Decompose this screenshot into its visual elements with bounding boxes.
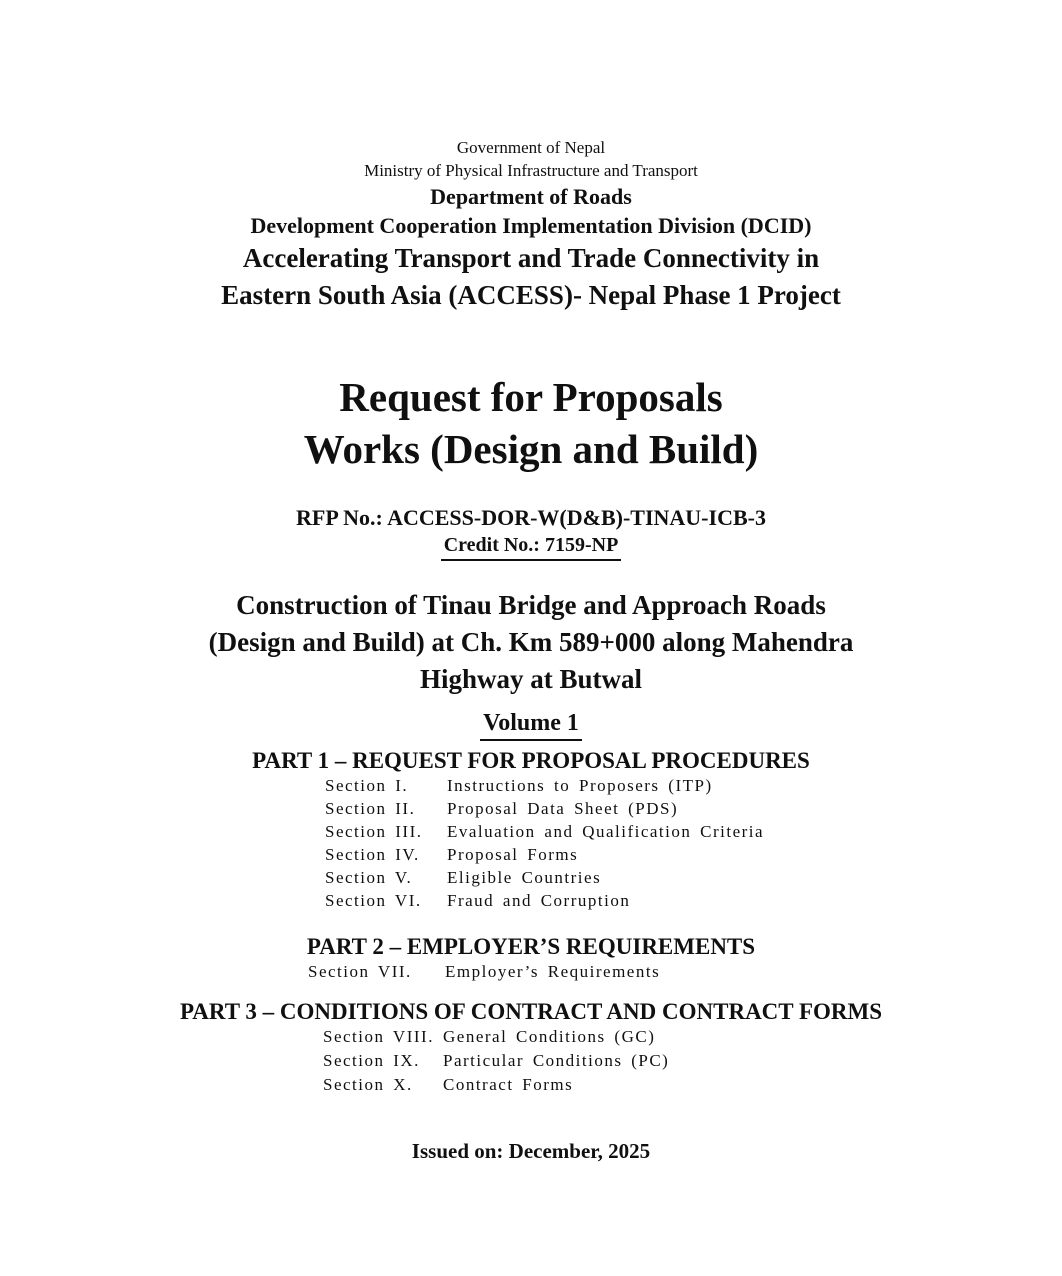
section-title: General Conditions (GC) — [443, 1027, 656, 1046]
section-row — [325, 889, 1062, 912]
section-title: Fraud and Corruption — [447, 891, 631, 910]
section-row — [323, 1049, 1062, 1073]
section-title: Proposal Forms — [447, 845, 579, 864]
section-row — [325, 866, 1062, 889]
organization-block — [0, 136, 1062, 314]
credit-number-line — [0, 533, 1062, 561]
volume-label: Volume 1 — [480, 709, 582, 741]
contract-title-line-1: Construction of Tinau Bridge and Approach Roads — [236, 590, 826, 620]
section-label: Section IX. — [323, 1051, 420, 1070]
volume-label-line — [0, 709, 1062, 741]
part-3-heading: PART 3 – CONDITIONS OF CONTRACT AND CONTRACT FORMS — [179, 999, 883, 1024]
department-line: Department of Roads — [430, 184, 632, 209]
section-row — [323, 1073, 1062, 1097]
section-title: Instructions to Proposers (ITP) — [447, 776, 713, 795]
section-row — [325, 797, 1062, 820]
part-2-sections — [308, 960, 1062, 983]
part-3 — [0, 999, 1062, 1097]
document-title — [0, 371, 1062, 475]
contract-title-line-3: Highway at Butwal — [419, 664, 643, 694]
section-label: Section II. — [325, 799, 416, 818]
division-line: Development Cooperation Implementation Division (DCID) — [250, 213, 812, 238]
section-row — [325, 843, 1062, 866]
section-title: Eligible Countries — [447, 868, 602, 887]
section-title: Proposal Data Sheet (PDS) — [447, 799, 679, 818]
section-label: Section VII. — [308, 962, 412, 981]
part-1-sections — [325, 774, 1062, 912]
issued-date: Issued on: December, 2025 — [411, 1139, 651, 1163]
project-name-line-1: Accelerating Transport and Trade Connectivity in — [242, 243, 820, 273]
section-row — [323, 1025, 1062, 1049]
section-row — [325, 820, 1062, 843]
section-row — [308, 960, 1062, 983]
section-label: Section X. — [323, 1075, 413, 1094]
section-label: Section IV. — [325, 845, 420, 864]
ministry-line: Ministry of Physical Infrastructure and Transport — [364, 161, 698, 180]
rfp-number: RFP No.: ACCESS-DOR-W(D&B)-TINAU-ICB-3 — [296, 505, 766, 530]
part-1 — [0, 748, 1062, 912]
project-name — [0, 240, 1062, 314]
section-label: Section VIII. — [323, 1027, 434, 1046]
government-line: Government of Nepal — [456, 138, 606, 157]
contract-title-line-2: (Design and Build) at Ch. Km 589+000 along Mahendra — [208, 627, 854, 657]
section-label: Section I. — [325, 776, 409, 795]
section-title: Employer’s Requirements — [445, 962, 661, 981]
contract-title — [0, 587, 1062, 698]
part-3-sections — [323, 1025, 1062, 1097]
part-2 — [0, 934, 1062, 983]
section-label: Section V. — [325, 868, 413, 887]
section-title: Evaluation and Qualification Criteria — [447, 822, 765, 841]
part-2-heading: PART 2 – EMPLOYER’S REQUIREMENTS — [306, 934, 756, 959]
project-name-line-2: Eastern South Asia (ACCESS)- Nepal Phase 1 Project — [221, 280, 841, 310]
section-title: Contract Forms — [443, 1075, 574, 1094]
document-title-line-2: Works (Design and Build) — [303, 426, 759, 472]
document-title-line-1: Request for Proposals — [339, 374, 723, 420]
credit-number: Credit No.: 7159-NP — [441, 533, 622, 561]
section-row — [325, 774, 1062, 797]
section-title: Particular Conditions (PC) — [443, 1051, 670, 1070]
section-label: Section VI. — [325, 891, 422, 910]
part-1-heading: PART 1 – REQUEST FOR PROPOSAL PROCEDURES — [252, 748, 810, 773]
section-label: Section III. — [325, 822, 423, 841]
